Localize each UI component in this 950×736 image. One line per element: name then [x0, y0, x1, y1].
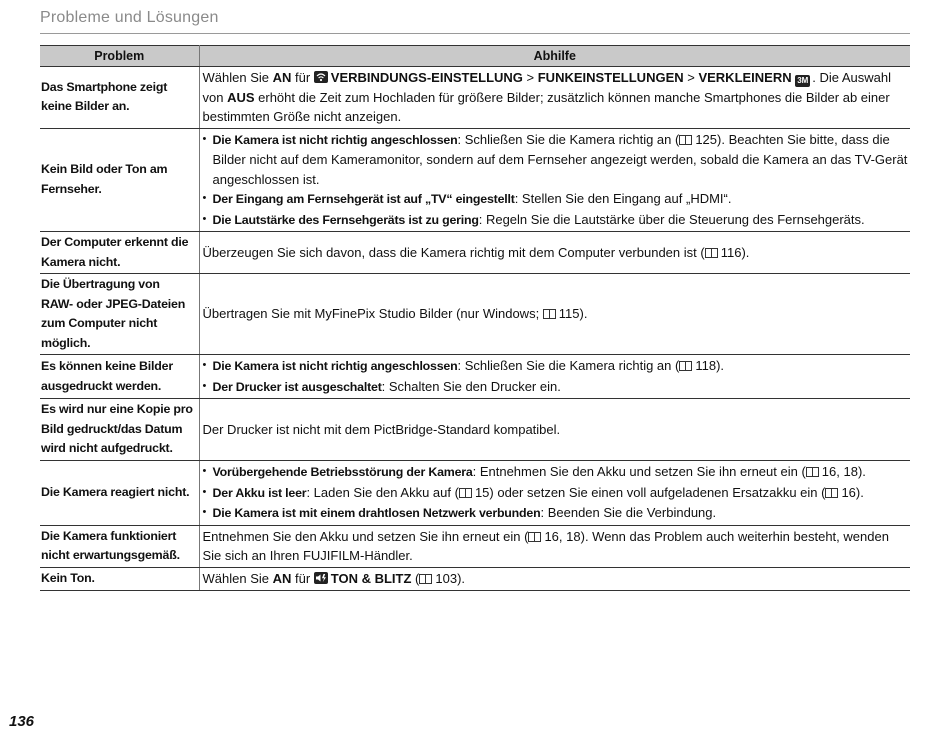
problem-cell: Es können keine Bilder ausgedruckt werden.: [40, 355, 199, 399]
cause-label: Die Kamera ist nicht richtig angeschlossen: [212, 359, 458, 373]
table-row: [40, 274, 910, 355]
book-reference-icon: [419, 574, 432, 584]
solution-text: Entnehmen Sie den Akku und setzen Sie ihn erneut ein (: [202, 528, 529, 544]
page-ref: 103: [435, 570, 458, 586]
page-ref: 118: [695, 358, 717, 373]
table-row: [40, 232, 910, 274]
solution-text: Wählen Sie: [202, 570, 273, 586]
page-ref: 16, 18: [821, 464, 858, 479]
solution-text: : Beenden Sie die Verbindung.: [540, 505, 717, 520]
keyword: TON & BLITZ: [330, 570, 412, 586]
solution-cell: [199, 128, 910, 232]
solution-cell: [199, 232, 910, 274]
problem-cell: Die Kamera funktioniert nicht erwartungsgemäß.: [40, 525, 199, 567]
solution-text: ).: [457, 570, 466, 586]
solution-text: : Schalten Sie den Drucker ein.: [381, 378, 561, 394]
problem-cell: Der Computer erkennt die Kamera nicht.: [40, 232, 199, 274]
solution-cell: [199, 355, 910, 399]
solution-text: ).: [579, 306, 588, 322]
solution-text: erhöht die Zeit zum Hochladen für größere Bilder; zusätzlich können manche Smartphones die Bilder ab einer bestimmten Größe nicht anzeigen.: [202, 89, 890, 124]
book-reference-icon: [543, 309, 556, 319]
solution-text: : Laden Sie den Akku auf (: [306, 484, 459, 500]
cause-label: Die Kamera ist mit einem drahtlosen Netzwerk verbunden: [212, 506, 541, 520]
solution-text: ).: [716, 358, 725, 373]
keyword: VERBINDUNGS-EINSTELLUNG: [330, 70, 523, 85]
book-reference-icon: [679, 135, 692, 145]
keyword: FUNKEINSTELLUNGEN: [537, 70, 684, 85]
cause-label: Die Lautstärke des Fernsehgeräts ist zu gering: [212, 212, 479, 227]
solution-cell: [199, 525, 910, 567]
list-item: [203, 189, 909, 210]
solution-cell: [199, 274, 910, 355]
page-ref: 16: [841, 484, 856, 500]
solution-text: >: [683, 70, 699, 85]
book-reference-icon: [705, 248, 718, 258]
solution-text: ). Beachten Sie bitte, dass die Bilder nicht auf dem Kameramonitor, sondern auf dem Fernseher angezeigt werden, sobald die Kamera an das TV-Gerät angeschlossen ist.: [212, 131, 908, 187]
solution-text: für: [291, 70, 314, 85]
keyword: AN: [272, 70, 292, 85]
section-title: Probleme und Lösungen: [40, 9, 219, 26]
solution-text: >: [522, 70, 538, 85]
image-size-icon: 3M: [797, 76, 809, 85]
solution-text: ).: [741, 244, 750, 260]
list-item: [203, 462, 909, 483]
cause-label: Der Drucker ist ausgeschaltet: [212, 379, 382, 394]
table-row: [40, 128, 910, 232]
page-number: 136: [9, 713, 35, 730]
list-item: [203, 483, 909, 504]
solution-list: [203, 130, 909, 231]
table-header-row: [40, 46, 910, 67]
page-ref: 116: [720, 244, 742, 260]
solution-list: [203, 462, 909, 524]
page-ref: 16, 18: [544, 528, 581, 544]
problem-cell: Die Übertragung von RAW- oder JPEG-Dateien zum Computer nicht möglich.: [40, 274, 199, 355]
solution-cell: [199, 67, 910, 129]
book-reference-icon: [528, 532, 541, 542]
solution-text: : Schließen Sie die Kamera richtig an (: [457, 131, 680, 147]
cause-label: Die Kamera ist nicht richtig angeschlossen: [212, 132, 458, 147]
cause-label: Vorübergehende Betriebsstörung der Kamera: [212, 465, 473, 479]
list-item: [203, 503, 909, 524]
book-reference-icon: [459, 488, 472, 498]
keyword: VERKLEINERN: [698, 70, 792, 85]
problem-cell: Das Smartphone zeigt keine Bilder an.: [40, 67, 199, 129]
page-ref: 125: [695, 131, 718, 147]
solution-text: : Stellen Sie den Eingang auf „HDMI“.: [514, 191, 732, 206]
solution-cell: [199, 461, 910, 526]
page-ref: 15: [474, 484, 490, 500]
solution-text: : Schließen Sie die Kamera richtig an (: [457, 358, 680, 373]
sound-flash-icon: [314, 571, 331, 586]
book-reference-icon: [679, 361, 692, 371]
solution-text: ). Wenn das Problem auch weiterhin besteht, wenden Sie sich an Ihren FUJIFILM-Händler.: [202, 528, 889, 563]
list-item: [203, 130, 909, 190]
page-ref: 115: [558, 306, 580, 322]
problem-cell: Es wird nur eine Kopie pro Bild gedruckt/das Datum wird nicht aufgedruckt.: [40, 399, 199, 461]
column-header-problem: Problem: [40, 46, 199, 67]
book-reference-icon: [806, 467, 819, 477]
table-row: [40, 67, 910, 129]
solution-text: Wählen Sie: [202, 70, 273, 85]
keyword: AN: [272, 570, 292, 586]
problem-cell: Kein Bild oder Ton am Fernseher.: [40, 128, 199, 232]
problem-cell: Die Kamera reagiert nicht.: [40, 461, 199, 526]
solution-cell: [199, 567, 910, 590]
list-item: [203, 356, 909, 377]
solution-text: Übertragen Sie mit MyFinePix Studio Bilder (nur Windows;: [202, 306, 543, 322]
keyword: AUS: [227, 89, 255, 105]
table-row: [40, 525, 910, 567]
solution-text: für: [291, 570, 314, 586]
problem-cell: Kein Ton.: [40, 567, 199, 590]
cause-label: Der Akku ist leer: [212, 485, 307, 500]
table-row: [40, 355, 910, 399]
solution-text: (: [411, 570, 420, 586]
solution-text: Überzeugen Sie sich davon, dass die Kamera richtig mit dem Computer verbunden ist (: [202, 244, 705, 260]
solution-cell: Der Drucker ist nicht mit dem PictBridge-Standard kompatibel.: [199, 399, 910, 461]
column-header-solution: Abhilfe: [199, 46, 910, 67]
solution-text: ).: [855, 484, 864, 500]
book-reference-icon: [825, 488, 838, 498]
table-row: [40, 461, 910, 526]
solution-text: . Die Auswahl von: [202, 70, 892, 105]
wireless-settings-icon: [314, 70, 331, 85]
list-item: [203, 377, 909, 398]
table-row: [40, 399, 910, 461]
troubleshooting-table: [40, 45, 910, 591]
title-divider: [40, 33, 910, 34]
table-row: [40, 567, 910, 590]
solution-text: : Entnehmen Sie den Akku und setzen Sie ihn erneut ein (: [472, 464, 806, 479]
solution-list: [203, 356, 909, 397]
solution-text: ).: [857, 464, 866, 479]
solution-text: : Regeln Sie die Lautstärke über die Steuerung des Fernsehgeräts.: [478, 211, 865, 227]
list-item: [203, 210, 909, 231]
solution-text: ) oder setzen Sie einen voll aufgeladenen Ersatzakku ein (: [489, 484, 826, 500]
cause-label: Der Eingang am Fernsehgerät ist auf „TV“ eingestellt: [212, 192, 515, 206]
